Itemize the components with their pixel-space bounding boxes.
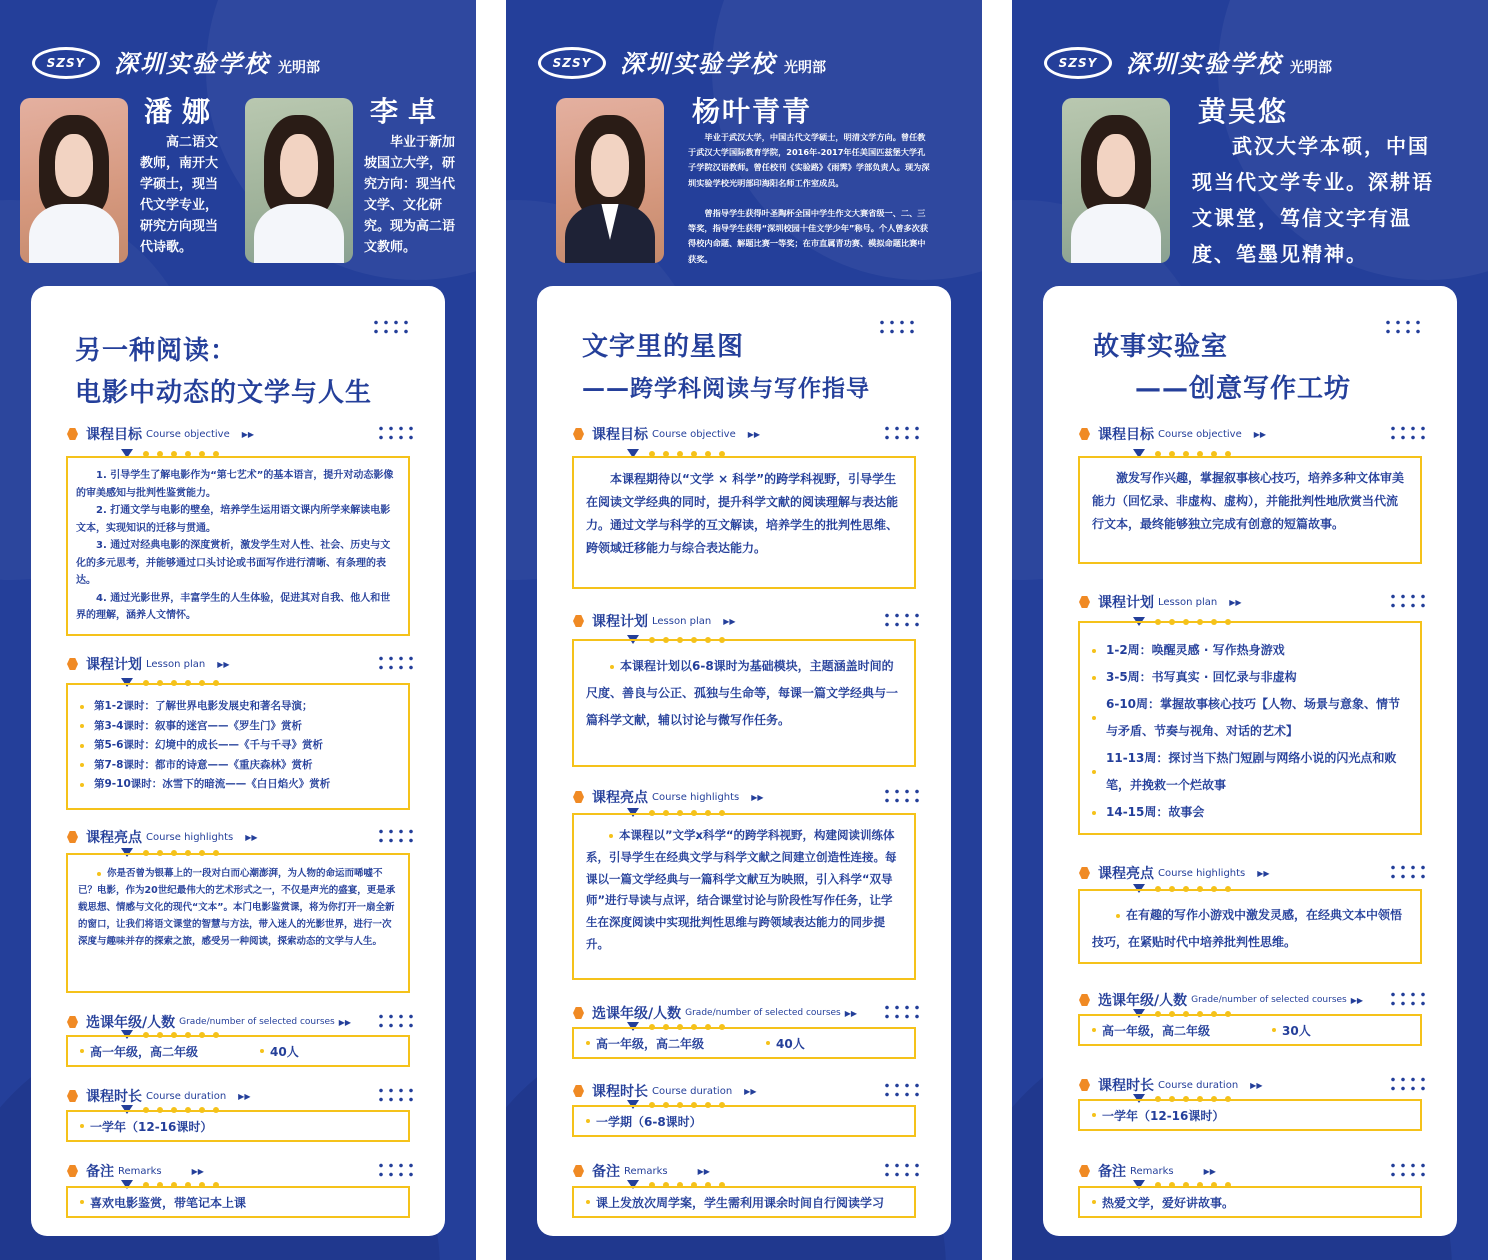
highlights-text: 在有趣的写作小游戏中激发灵感，在经典文本中领悟技巧，在紧贴时代中培养批判性思维。: [1092, 908, 1403, 949]
objective-item: 4. 通过光影世界，丰富学生的人生体验，促进其对自我、他人和世界的理解，涵养人文情怀。: [76, 592, 391, 621]
double-arrow-icon: ▶▶: [191, 1166, 204, 1176]
hexagon-icon: [1079, 428, 1090, 440]
section-label-en: Lesson plan: [146, 658, 206, 670]
section-label: 课程亮点: [86, 830, 142, 846]
dots-decoration: [882, 424, 922, 442]
plan-item: 6-10周：掌握故事核心技巧【人物、场景与意象、情节与矛盾、节奏与视角、对话的艺术】: [1084, 691, 1412, 745]
remarks-value: 热爱文学，爱好讲故事。: [1102, 1195, 1235, 1210]
section-label-en: Remarks: [624, 1165, 668, 1177]
course-title-line1: 另一种阅读：: [75, 336, 238, 366]
section-objective-header: [67, 424, 254, 444]
grade-box: [1078, 1014, 1422, 1046]
plan-box: [66, 683, 410, 810]
hexagon-icon: [67, 1090, 78, 1102]
double-arrow-icon: ▶▶: [338, 1017, 352, 1027]
school-branch: 光明部: [278, 60, 320, 76]
remarks-box: [572, 1186, 916, 1218]
dots-decoration: [376, 827, 416, 845]
section-remarks-header: [67, 1161, 204, 1181]
section-objective-header: [573, 424, 760, 444]
poster-1: [0, 0, 476, 1260]
plan-item: 1-2周：唤醒灵感 · 写作热身游戏: [1084, 637, 1412, 664]
count-value: 40人: [270, 1044, 299, 1059]
double-arrow-icon: ▶▶: [1350, 995, 1364, 1005]
teacher-bio: 毕业于新加坡国立大学，研究方向：现当代文学、文化研究。现为高二语文教师。: [364, 135, 456, 255]
double-arrow-icon: ▶▶: [697, 1166, 710, 1176]
double-arrow-icon: ▶▶: [744, 1086, 757, 1096]
course-card: [1043, 286, 1457, 1236]
dots-decoration: [376, 1086, 416, 1104]
school-name: 深圳实验学校: [114, 49, 270, 78]
section-label-en: Course duration: [146, 1090, 227, 1102]
poster-3: [1012, 0, 1488, 1260]
szsy-logo-icon: SZSY: [538, 47, 606, 79]
dots-decoration: [877, 318, 917, 336]
bullet-icon: [610, 665, 614, 669]
section-grade-header: [67, 1012, 351, 1032]
objective-text: 激发写作兴趣，掌握叙事核心技巧，培养多种文体审美能力（回忆录、非虚构、虚构），并能批判性地欣赏当代流行文本，最终能够独立完成有创意的短篇故事。: [1092, 471, 1405, 531]
bullet-icon: [1272, 1028, 1276, 1032]
hexagon-icon: [1079, 867, 1090, 879]
grade-box: [66, 1035, 410, 1067]
highlights-box: [66, 853, 410, 993]
duration-value: 一学年（12-16课时）: [90, 1119, 213, 1134]
duration-value: 一学年（12-16课时）: [1102, 1108, 1225, 1123]
bullet-icon: [766, 1041, 770, 1045]
bullet-icon: [1092, 1028, 1096, 1032]
count-value: 30人: [1282, 1023, 1311, 1038]
bullet-icon: [1092, 1200, 1096, 1204]
teacher-name: 潘娜: [144, 95, 221, 128]
section-label: 课程时长: [1098, 1078, 1154, 1094]
section-label: 课程时长: [86, 1089, 142, 1105]
dots-decoration: [371, 318, 411, 336]
section-highlights-header: [67, 827, 258, 847]
bullet-icon: [80, 1049, 84, 1053]
plan-item: 第9-10课时：冰雪下的暗流——《白日焰火》赏析: [72, 775, 404, 795]
double-arrow-icon: ▶▶: [751, 792, 764, 802]
plan-box: [1078, 621, 1422, 835]
bullet-icon: [260, 1049, 264, 1053]
hexagon-icon: [1079, 1165, 1090, 1177]
course-title-line2: ——跨学科阅读与写作指导: [582, 376, 870, 402]
section-label: 课程目标: [86, 427, 142, 443]
highlights-box: [572, 813, 916, 980]
grade-value: 高一年级，高二年级: [1102, 1023, 1211, 1038]
plan-item: 第3-4课时：叙事的迷宫——《罗生门》赏析: [72, 717, 404, 737]
section-label: 选课年级/人数: [1098, 993, 1188, 1009]
poster-2: [506, 0, 982, 1260]
course-title-line2: ——创意写作工坊: [1135, 374, 1352, 404]
course-card: [31, 286, 445, 1236]
teacher-bio: 曾指导学生获得叶圣陶杯全国中学生作文大赛省级一、二、三等奖，指导学生获得“深圳校园十佳文学少年”称号。个人曾多次获得校内命题、解题比赛一等奖；在市直属青功赛、模拟命题比赛中获奖。: [688, 208, 929, 264]
section-label-en: Course objective: [146, 428, 230, 440]
section-label: 备注: [592, 1164, 620, 1180]
bullet-icon: [80, 1200, 84, 1204]
double-arrow-icon: ▶▶: [238, 1091, 251, 1101]
section-plan-header: [1079, 592, 1242, 612]
duration-box: [66, 1110, 410, 1142]
bullet-icon: [1092, 1113, 1096, 1117]
dots-decoration: [376, 424, 416, 442]
dots-decoration: [882, 1081, 922, 1099]
bullet-icon: [586, 1200, 590, 1204]
school-name: 深圳实验学校: [620, 49, 776, 78]
section-objective-header: [1079, 424, 1266, 444]
teacher-name: 杨叶青青: [692, 95, 813, 128]
plan-item: 14-15周：故事会: [1084, 799, 1412, 826]
dots-decoration: [1383, 318, 1423, 336]
double-arrow-icon: ▶▶: [1250, 1080, 1263, 1090]
hexagon-icon: [67, 428, 78, 440]
double-arrow-icon: ▶▶: [1253, 429, 1267, 439]
highlights-text: 你是否曾为银幕上的一段对白而心潮澎湃，为人物的命运而唏嘘不已？电影，作为20世纪最伟大的艺术形式之一，不仅是声光的盛宴，更是承载思想、情感与文化的现代“文本”。本门电影鉴赏课，将为你打开一扇全新的窗口，让我们将语文课堂的智慧与方法，带入迷人的光影世界，进行一次深度与趣味并存的探索之旅，感受另一种阅读，探索动态的文学与人生。: [78, 868, 396, 947]
duration-box: [572, 1105, 916, 1137]
school-logo-row: [1044, 44, 1332, 79]
szsy-logo-icon: SZSY: [1044, 47, 1112, 79]
school-branch: 光明部: [1290, 60, 1332, 76]
section-grade-header: [573, 1003, 857, 1023]
course-title-line1: 故事实验室: [1093, 332, 1229, 362]
dots-decoration: [882, 1003, 922, 1021]
section-grade-header: [1079, 990, 1363, 1010]
section-label-en: Remarks: [1130, 1165, 1174, 1177]
grade-value: 高一年级，高二年级: [596, 1036, 705, 1051]
hexagon-icon: [1079, 994, 1090, 1006]
objective-item: 2. 打通文学与电影的壁垒，培养学生运用语文课内所学来解读电影文本，实现知识的迁移与贯通。: [76, 505, 391, 534]
szsy-logo-icon: SZSY: [32, 47, 100, 79]
hexagon-icon: [67, 658, 78, 670]
hexagon-icon: [573, 615, 584, 627]
duration-value: 一学期（6-8课时）: [596, 1114, 702, 1129]
remarks-box: [1078, 1186, 1422, 1218]
hexagon-icon: [67, 831, 78, 843]
section-highlights-header: [1079, 863, 1270, 883]
bullet-icon: [609, 834, 613, 838]
hexagon-icon: [573, 1165, 584, 1177]
section-label-en: Grade/number of selected courses: [685, 1008, 841, 1018]
dots-decoration: [1388, 592, 1428, 610]
section-label: 课程目标: [592, 427, 648, 443]
section-label-en: Grade/number of selected courses: [1191, 995, 1347, 1005]
course-title-line2: 电影中动态的文学与人生: [75, 378, 373, 408]
plan-item: 第5-6课时：幻境中的成长——《千与千寻》赏析: [72, 736, 404, 756]
section-remarks-header: [1079, 1161, 1216, 1181]
course-card: [537, 286, 951, 1236]
remarks-box: [66, 1186, 410, 1218]
bullet-icon: [1116, 914, 1120, 918]
school-logo-row: [32, 44, 320, 79]
teacher-photo: [1062, 98, 1170, 263]
plan-item: 第1-2课时：了解世界电影发展史和著名导演；: [72, 697, 404, 717]
plan-box: [572, 639, 916, 767]
section-label: 课程时长: [592, 1084, 648, 1100]
section-label: 备注: [86, 1164, 114, 1180]
teacher-name: 李卓: [370, 95, 447, 128]
teacher-photo: [556, 98, 664, 263]
double-arrow-icon: ▶▶: [241, 429, 255, 439]
dots-decoration: [376, 654, 416, 672]
dots-decoration: [1388, 990, 1428, 1008]
count-value: 40人: [776, 1036, 805, 1051]
objective-box: [572, 456, 916, 589]
objective-item: 3. 通过对经典电影的深度赏析，激发学生对人性、社会、历史与文化的多元思考，并能够通过口头讨论或书面写作进行清晰、有条理的表达。: [76, 540, 391, 586]
section-plan-header: [67, 654, 230, 674]
remarks-value: 课上发放次周学案，学生需利用课余时间自行阅读学习: [596, 1195, 885, 1210]
teacher-bio: 毕业于武汉大学，中国古代文学硕士，明清文学方向。曾任教于武汉大学国际教育学院，2016年-2017年任美国匹兹堡大学孔子学院汉语教师。曾任校刊《实验路》《雨霁》学部负责人。现为深圳实验学校光明部印海阳名师工作室成员。: [688, 132, 930, 188]
highlights-box: [1078, 889, 1422, 964]
section-label-en: Remarks: [118, 1165, 162, 1177]
double-arrow-icon: ▶▶: [1229, 597, 1242, 607]
hexagon-icon: [573, 791, 584, 803]
objective-item: 1. 引导学生了解电影作为“第七艺术”的基本语言，提升对动态影像的审美感知与批判性鉴赏能力。: [76, 470, 394, 499]
double-arrow-icon: ▶▶: [844, 1008, 858, 1018]
hexagon-icon: [573, 1007, 584, 1019]
teacher-photo: [245, 98, 353, 263]
objective-box: [66, 456, 410, 636]
section-label-en: Course duration: [1158, 1079, 1239, 1091]
section-label: 课程亮点: [592, 790, 648, 806]
dots-decoration: [882, 611, 922, 629]
section-plan-header: [573, 611, 736, 631]
double-arrow-icon: ▶▶: [723, 616, 736, 626]
section-label-en: Course duration: [652, 1085, 733, 1097]
double-arrow-icon: ▶▶: [245, 832, 258, 842]
section-remarks-header: [573, 1161, 710, 1181]
dots-decoration: [1388, 1075, 1428, 1093]
section-label-en: Course objective: [1158, 428, 1242, 440]
dots-decoration: [1388, 424, 1428, 442]
hexagon-icon: [67, 1016, 78, 1028]
remarks-value: 喜欢电影鉴赏，带笔记本上课: [90, 1195, 247, 1210]
grade-box: [572, 1027, 916, 1059]
hexagon-icon: [1079, 1079, 1090, 1091]
course-title-line1: 文字里的星图: [582, 332, 745, 362]
double-arrow-icon: ▶▶: [1203, 1166, 1216, 1176]
section-duration-header: [573, 1081, 756, 1101]
school-logo-row: [538, 44, 826, 79]
section-label: 课程目标: [1098, 427, 1154, 443]
objective-text: 本课程期待以“文学 × 科学”的跨学科视野，引导学生在阅读文学经典的同时，提升科学文献的阅读理解与表达能力。通过文学与科学的互文解读，培养学生的批判性思维、跨领域迁移能力与综合表达能力。: [586, 472, 899, 555]
plan-text: 本课程计划以6-8课时为基础模块，主题涵盖时间的尺度、善良与公正、孤独与生命等，每课一篇文学经典与一篇科学文献，辅以讨论与微写作任务。: [586, 659, 899, 727]
double-arrow-icon: ▶▶: [747, 429, 761, 439]
school-branch: 光明部: [784, 60, 826, 76]
section-label-en: Course highlights: [146, 831, 234, 843]
plan-item: 11-13周：探讨当下热门短剧与网络小说的闪光点和败笔，并挽救一个烂故事: [1084, 745, 1412, 799]
dots-decoration: [376, 1161, 416, 1179]
section-label-en: Course objective: [652, 428, 736, 440]
section-label: 课程计划: [86, 657, 142, 673]
section-label: 课程亮点: [1098, 866, 1154, 882]
hexagon-icon: [573, 1085, 584, 1097]
section-label-en: Course highlights: [652, 791, 740, 803]
hexagon-icon: [67, 1165, 78, 1177]
highlights-text: 本课程以”文学x科学“的跨学科视野，构建阅读训练体系，引导学生在经典文学与科学文献之间建立创造性连接。每课以一篇文学经典与一篇科学文献互为映照，引入科学“双导师”进行导读与点评，结合课堂讨论与阶段性写作任务，让学生在深度阅读中实现批判性思维与跨领域表达能力的同步提升。: [586, 828, 897, 951]
section-label: 课程计划: [592, 614, 648, 630]
section-highlights-header: [573, 787, 764, 807]
double-arrow-icon: ▶▶: [1257, 868, 1270, 878]
bullet-icon: [586, 1119, 590, 1123]
school-name: 深圳实验学校: [1126, 49, 1282, 78]
section-duration-header: [67, 1086, 250, 1106]
grade-value: 高一年级，高二年级: [90, 1044, 199, 1059]
duration-box: [1078, 1099, 1422, 1131]
dots-decoration: [1388, 863, 1428, 881]
section-duration-header: [1079, 1075, 1262, 1095]
teacher-bio: 高二语文教师，南开大学硕士，现当代文学专业，研究方向现当代诗歌。: [140, 135, 219, 255]
plan-item: 第7-8课时：都市的诗意——《重庆森林》赏析: [72, 756, 404, 776]
section-label-en: Grade/number of selected courses: [179, 1017, 335, 1027]
double-arrow-icon: ▶▶: [217, 659, 230, 669]
teacher-name: 黄吴悠: [1198, 95, 1289, 128]
bullet-icon: [586, 1041, 590, 1045]
section-label: 课程计划: [1098, 595, 1154, 611]
objective-box: [1078, 456, 1422, 564]
dots-decoration: [376, 1012, 416, 1030]
section-label: 备注: [1098, 1164, 1126, 1180]
dots-decoration: [882, 787, 922, 805]
teacher-bio: 武汉大学本硕，中国现当代文学专业。深耕语文课堂，笃信文字有温度、笔墨见精神。: [1192, 134, 1434, 266]
hexagon-icon: [1079, 596, 1090, 608]
dots-decoration: [882, 1161, 922, 1179]
bullet-icon: [80, 1124, 84, 1128]
plan-item: 3-5周：书写真实 · 回忆录与非虚构: [1084, 664, 1412, 691]
bullet-icon: [97, 872, 101, 876]
teacher-photo: [20, 98, 128, 263]
section-label-en: Course highlights: [1158, 867, 1246, 879]
section-label: 选课年级/人数: [86, 1015, 176, 1031]
section-label-en: Lesson plan: [652, 615, 712, 627]
hexagon-icon: [573, 428, 584, 440]
section-label: 选课年级/人数: [592, 1006, 682, 1022]
section-label-en: Lesson plan: [1158, 596, 1218, 608]
dots-decoration: [1388, 1161, 1428, 1179]
